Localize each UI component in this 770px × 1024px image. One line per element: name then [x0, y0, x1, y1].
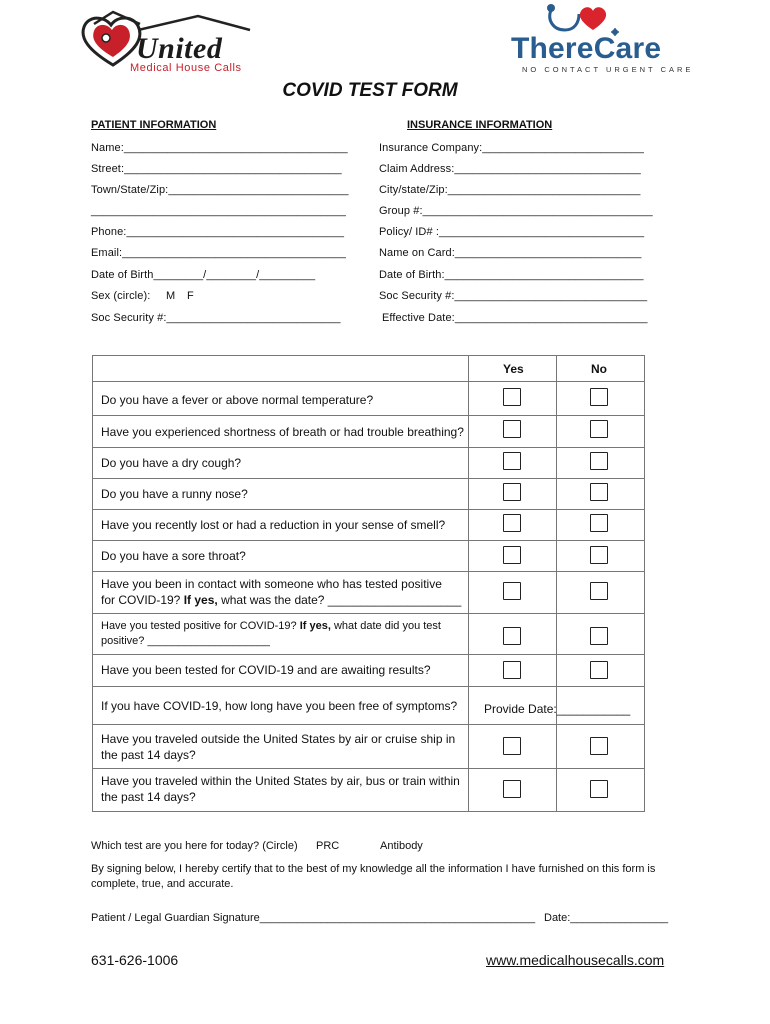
policy-id-field[interactable]: Policy/ ID# :_________________________________ — [379, 226, 645, 238]
awaiting-yes-checkbox[interactable] — [503, 661, 521, 679]
question-tested-line1-end: what date did you test — [330, 620, 441, 632]
runny-nose-no-checkbox[interactable] — [590, 483, 608, 501]
test-option-antibody[interactable]: Antibody — [380, 840, 423, 852]
question-awaiting-results: Have you been tested for COVID-19 and are awaiting results? — [101, 663, 431, 677]
provide-date-field[interactable]: Provide Date:___________ — [484, 702, 631, 716]
form-title: COVID TEST FORM — [282, 80, 458, 101]
international-travel-no-checkbox[interactable] — [590, 737, 608, 755]
fever-yes-checkbox[interactable] — [503, 388, 521, 406]
insured-ssn-field[interactable]: Soc Security #:_______________________________ — [379, 290, 648, 302]
question-sore-throat: Do you have a sore throat? — [101, 549, 246, 563]
question-domestic-line2: the past 14 days? — [101, 790, 196, 804]
patient-street-field[interactable]: Street:___________________________________ — [91, 163, 342, 175]
tested-positive-no-checkbox[interactable] — [590, 627, 608, 645]
patient-address-line-field[interactable]: _________________________________________ — [91, 205, 346, 217]
patient-dob-field[interactable]: Date of Birth________/________/_________ — [91, 269, 316, 281]
patient-phone-field[interactable]: Phone:___________________________________ — [91, 226, 345, 238]
tested-positive-yes-checkbox[interactable] — [503, 627, 521, 645]
screening-questions-table — [92, 355, 645, 812]
united-logo-subtitle: Medical House Calls — [130, 62, 242, 74]
international-travel-yes-checkbox[interactable] — [503, 737, 521, 755]
name-on-card-field[interactable]: Name on Card:______________________________ — [379, 247, 642, 259]
breath-yes-checkbox[interactable] — [503, 420, 521, 438]
question-contact-positive — [101, 576, 461, 608]
smell-yes-checkbox[interactable] — [503, 514, 521, 532]
question-international-travel — [101, 731, 455, 763]
patient-info-heading: PATIENT INFORMATION — [91, 119, 217, 131]
domestic-travel-yes-checkbox[interactable] — [503, 780, 521, 798]
insurance-company-field[interactable]: Insurance Company:__________________________ — [379, 142, 644, 154]
united-logo-name: United — [136, 32, 223, 65]
test-option-prc[interactable]: PRC — [316, 840, 340, 852]
question-symptom-free: If you have COVID-19, how long have you been free of symptoms? — [101, 699, 458, 713]
signature-field[interactable]: Patient / Legal Guardian Signature_____________________________________________ — [91, 912, 536, 924]
therecare-tagline: NO CONTACT URGENT CARE — [522, 65, 694, 74]
no-column-header: No — [591, 362, 607, 376]
question-international-line1: Have you traveled outside the United States by air or cruise ship in — [101, 732, 456, 746]
breath-no-checkbox[interactable] — [590, 420, 608, 438]
patient-ssn-field[interactable]: Soc Security #:____________________________ — [91, 312, 341, 324]
united-logo — [78, 10, 258, 72]
question-contact-line2: for COVID-19? — [101, 593, 184, 607]
yes-column-header: Yes — [503, 362, 524, 376]
patient-sex-label: Sex (circle): — [91, 290, 151, 302]
insurance-city-field[interactable]: City/state/Zip:_______________________________ — [379, 184, 641, 196]
patient-email-field[interactable]: Email:____________________________________ — [91, 247, 346, 259]
throat-no-checkbox[interactable] — [590, 546, 608, 564]
question-contact-if-yes: If yes, — [183, 593, 218, 607]
question-tested-if-yes: If yes, — [299, 620, 331, 632]
roof-icon — [138, 14, 253, 32]
patient-town-field[interactable]: Town/State/Zip:_____________________________ — [91, 184, 349, 196]
question-tested-line1: Have you tested positive for COVID-19? — [101, 620, 300, 632]
question-dry-cough: Do you have a dry cough? — [101, 456, 242, 470]
stethoscope-heart-icon — [545, 2, 625, 36]
awaiting-no-checkbox[interactable] — [590, 661, 608, 679]
therecare-logo-name: ThereCare — [511, 32, 662, 65]
certification-statement — [91, 862, 691, 892]
patient-name-field[interactable]: Name:____________________________________ — [91, 142, 348, 154]
therecare-logo — [505, 0, 694, 78]
question-tested-positive — [101, 619, 441, 649]
contact-no-checkbox[interactable] — [590, 582, 608, 600]
question-contact-date[interactable]: what was the date? ____________________ — [217, 593, 462, 607]
effective-date-field[interactable]: Effective Date:_______________________________ — [382, 312, 648, 324]
fever-no-checkbox[interactable] — [590, 388, 608, 406]
question-domestic-travel — [101, 773, 460, 805]
signature-date-field[interactable]: Date:________________ — [544, 912, 669, 924]
footer-phone: 631-626-1006 — [91, 952, 179, 968]
domestic-travel-no-checkbox[interactable] — [590, 780, 608, 798]
which-test-label: Which test are you here for today? (Circle) — [91, 840, 298, 852]
footer-website-link[interactable]: www.medicalhousecalls.com — [486, 952, 665, 968]
group-number-field[interactable]: Group #:_____________________________________ — [379, 205, 653, 217]
question-tested-positive-date[interactable]: positive? ____________________ — [101, 635, 270, 647]
question-loss-of-smell: Have you recently lost or had a reduction in your sense of smell? — [101, 518, 446, 532]
throat-yes-checkbox[interactable] — [503, 546, 521, 564]
runny-nose-yes-checkbox[interactable] — [503, 483, 521, 501]
certification-line1: By signing below, I hereby certify that to the best of my knowledge all the information I have furnished on this form is — [91, 863, 656, 875]
question-runny-nose: Do you have a runny nose? — [101, 487, 248, 501]
question-contact-line1: Have you been in contact with someone who has tested positive — [101, 577, 442, 591]
question-shortness-of-breath: Have you experienced shortness of breath or had trouble breathing? — [101, 425, 464, 439]
smell-no-checkbox[interactable] — [590, 514, 608, 532]
contact-yes-checkbox[interactable] — [503, 582, 521, 600]
question-international-line2: the past 14 days? — [101, 748, 196, 762]
insured-dob-field[interactable]: Date of Birth:________________________________ — [379, 269, 644, 281]
cough-no-checkbox[interactable] — [590, 452, 608, 470]
certification-line2: complete, true, and accurate. — [91, 878, 234, 890]
insurance-info-heading: INSURANCE INFORMATION — [407, 119, 553, 131]
claim-address-field[interactable]: Claim Address:______________________________ — [379, 163, 641, 175]
cough-yes-checkbox[interactable] — [503, 452, 521, 470]
sex-option-m[interactable]: M — [166, 290, 176, 302]
question-fever: Do you have a fever or above normal temperature? — [101, 393, 374, 407]
question-domestic-line1: Have you traveled within the United States by air, bus or train within — [101, 774, 460, 788]
sex-option-f[interactable]: F — [187, 290, 194, 302]
